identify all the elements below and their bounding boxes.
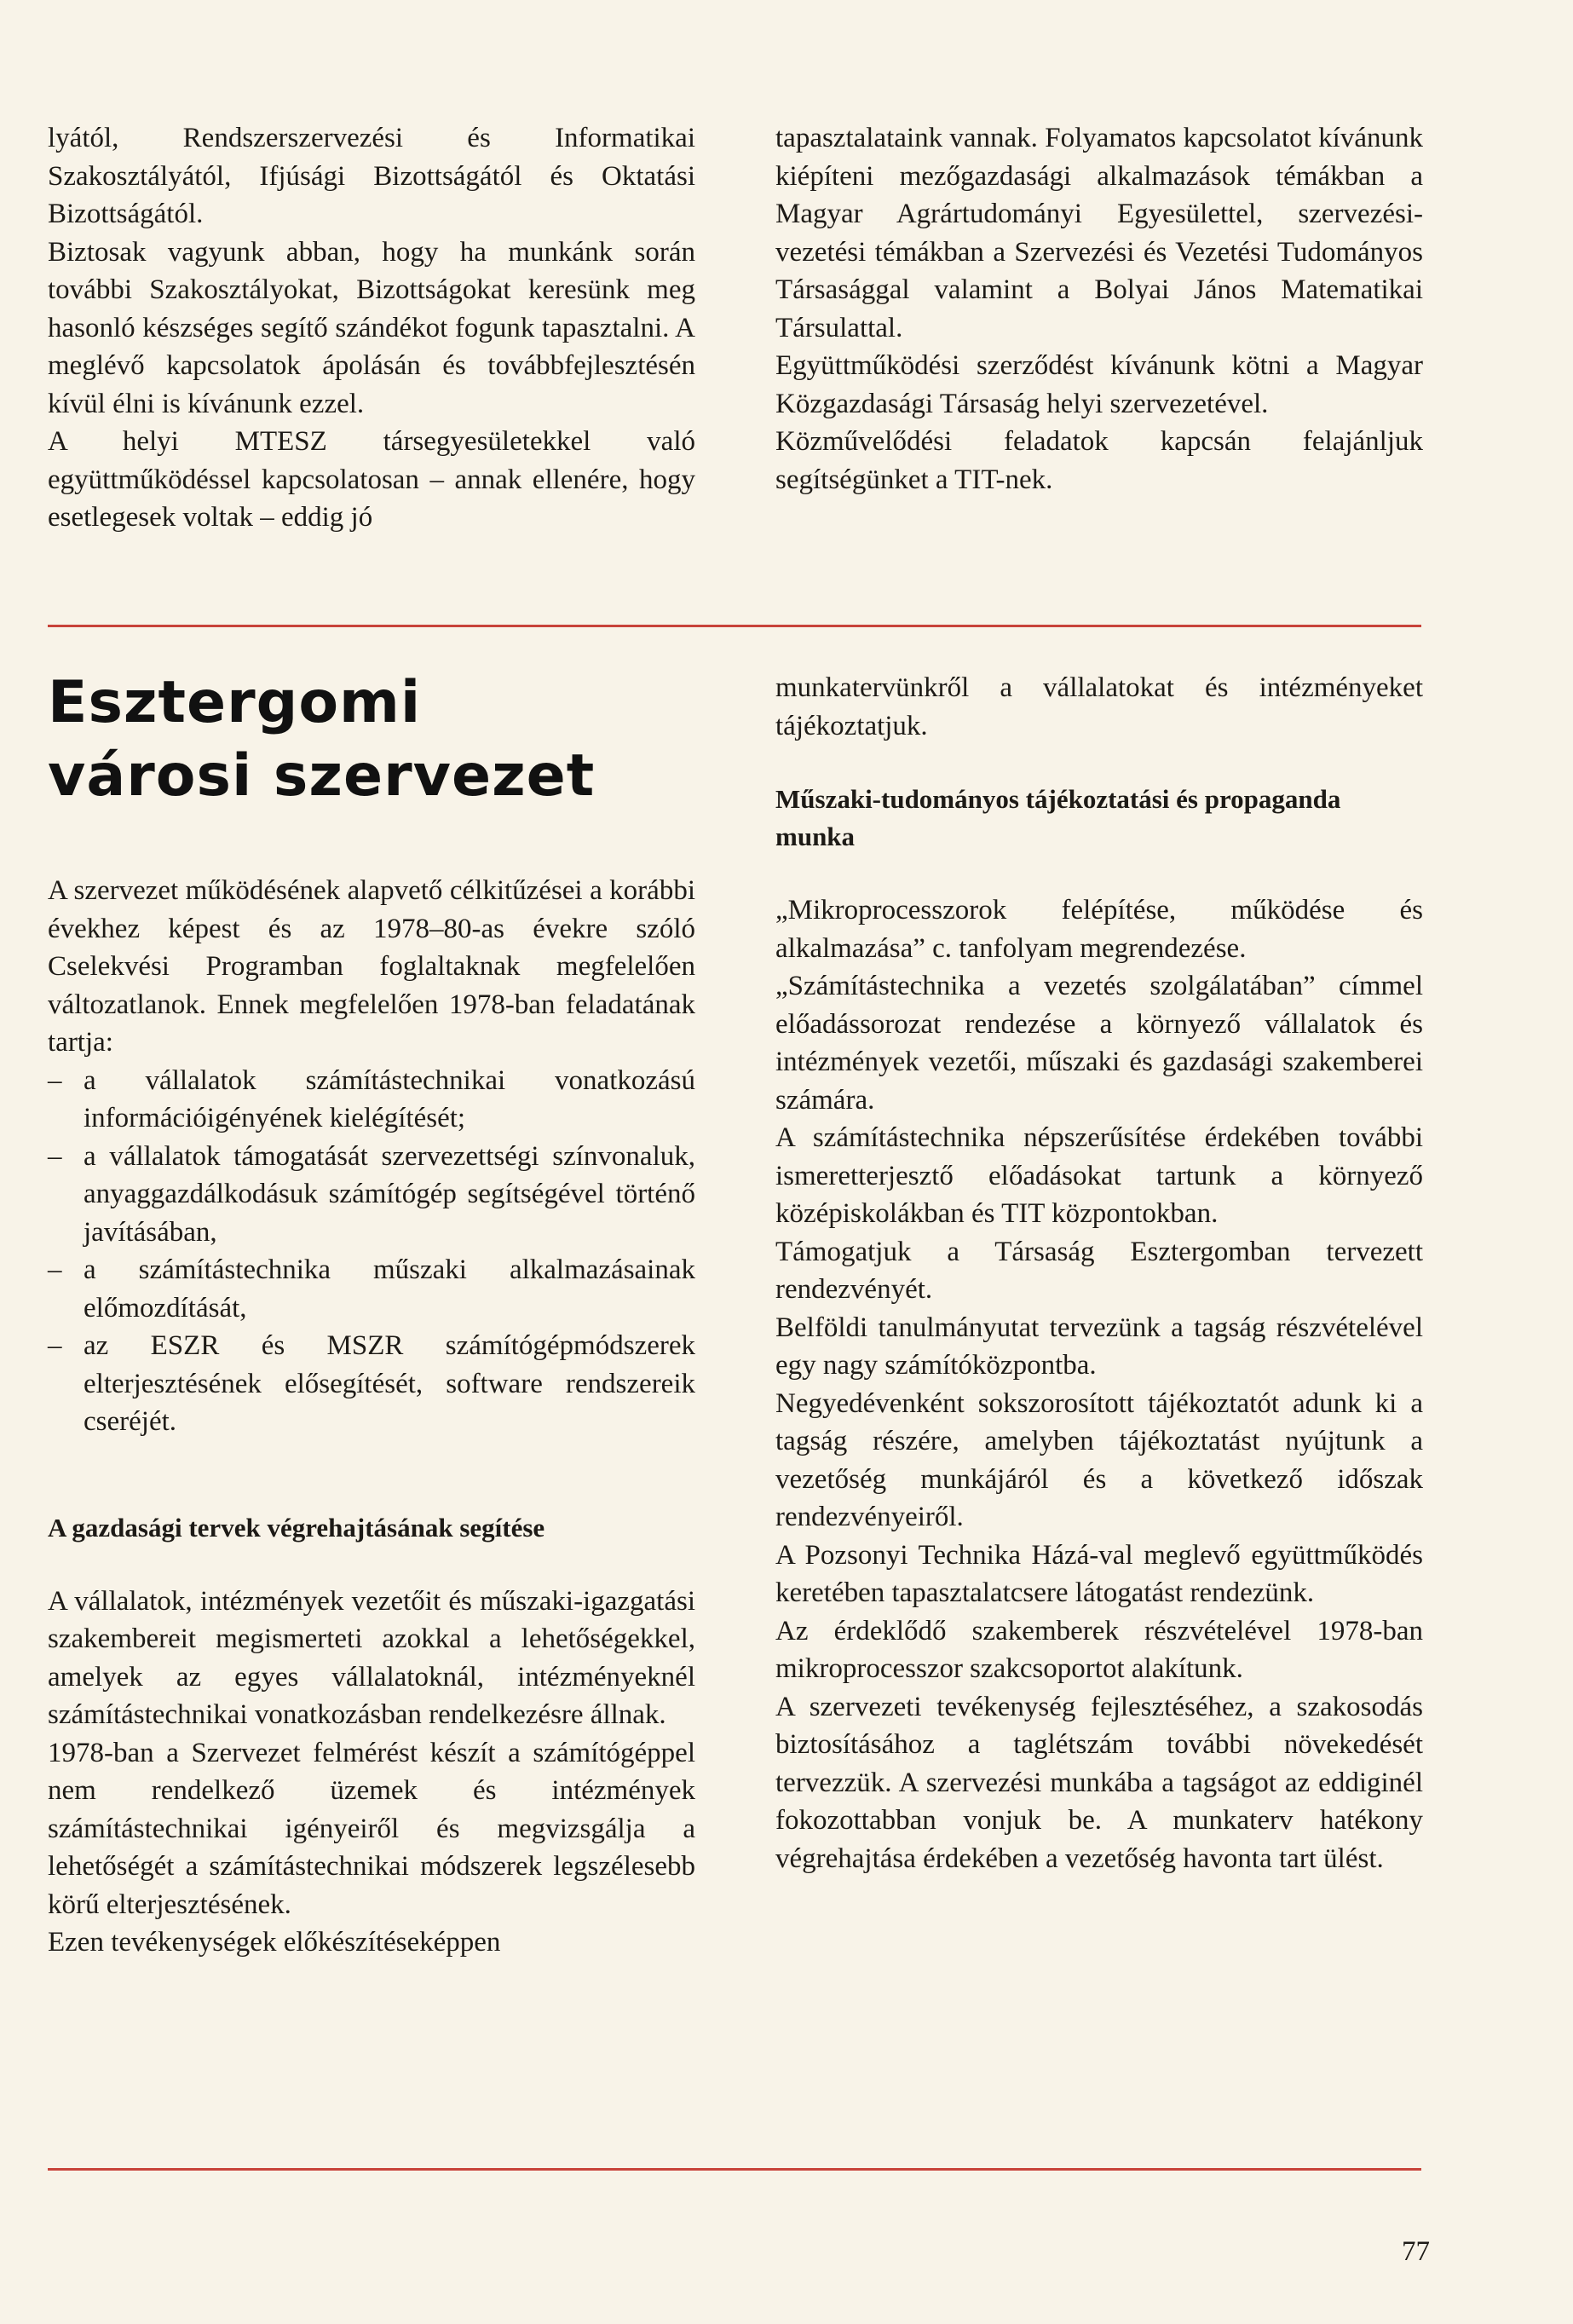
paragraph: tapasztalataink vannak. Folyamatos kapcsolatot kívánunk kiépíteni mezőgazdasági alkalmazások témákban a Magyar Agrártudományi Egyesülettel, szervezési-vezetési témákban a Szervezési és Vezetési Tudományos Társasággal valamint a Bolyai János Matematikai Társulattal. — [775, 123, 1423, 343]
section-divider-top — [48, 625, 1421, 627]
paragraph: „Mikroprocesszorok felépítése, működése és alkalmazása” c. tanfolyam megrendezése. — [775, 895, 1423, 964]
subheading: Műszaki-tudományos tájékoztatási és propaganda munka — [775, 784, 1341, 851]
paragraph: A számítástechnika népszerűsítése érdekében további ismeretterjesztő előadásokat tartunk a környező középiskolákban és TIT központokban. — [775, 1122, 1423, 1229]
bottom-right-column — [775, 669, 1423, 1877]
goal-list — [48, 1062, 695, 1441]
paragraph: Ezen tevékenységek előkészítéseképpen — [48, 1927, 501, 1958]
section-heading-line: városi szervezet — [48, 742, 596, 810]
list-item: – az ESZR és MSZR számítógépmódszerek elterjesztésének elősegítését, software rendszereik cseréjét. — [48, 1327, 695, 1441]
top-right-column — [775, 119, 1423, 499]
list-item: – a vállalatok támogatását szervezettségi színvonaluk, anyaggazdálkodásuk számítógép segítségével történő javításában, — [48, 1138, 695, 1252]
paragraph: Biztosak vagyunk abban, hogy ha munkánk során további Szakosztályokat, Bizottságokat keresünk meg hasonló készséges segítő szándékot fogunk tapasztalni. A meglévő kapcsolatok ápolásán és továbbfejlesztésén kívül élni is kívánunk ezzel. — [48, 236, 695, 419]
paragraph: Az érdeklődő szakemberek részvételével 1978-ban mikroprocesszor szakcsoportot alakítunk. — [775, 1615, 1423, 1684]
intro-paragraph: munkatervünkről a vállalatokat és intézményeket tájékoztatjuk. — [775, 672, 1423, 741]
paragraph: 1978-ban a Szervezet felmérést készít a számítógéppel nem rendelkező üzemek és intézmények számítástechnikai igényeiről és megvizsgálja a lehetőségét a számítástechnikai módszerek legszélesebb körű elterjesztésének. — [48, 1737, 695, 1920]
section-divider-bottom — [48, 2168, 1421, 2171]
bottom-left-column — [48, 872, 695, 1962]
paragraph: A vállalatok, intézmények vezetőit és műszaki-igazgatási szakembereit megismerteti azokkal a lehetőségekkel, amelyek az egyes vállalatoknál, intézményeknél számítástechnikai vonatkozásban rendelkezésre állnak. — [48, 1585, 695, 1730]
paragraph: Negyedévenként sokszorosított tájékoztatót adunk ki a tagság részére, amelyben tájékoztatást nyújtunk a vezetőség munkájáról és a következő időszak rendezvényeiről. — [775, 1387, 1423, 1532]
paragraph: „Számítástechnika a vezetés szolgálatában” címmel előadássorozat rendezése a környező vállalatok és intézmények vezetői, műszaki és gazdasági szakemberei számára. — [775, 971, 1423, 1116]
top-left-column — [48, 119, 695, 537]
list-item: – a számítástechnika műszaki alkalmazásainak előmozdítását, — [48, 1251, 695, 1327]
paragraph: Együttműködési szerződést kívánunk kötni a Magyar Közgazdasági Társaság helyi szervezetével. — [775, 350, 1423, 419]
page-number: 77 — [1402, 2236, 1430, 2267]
paragraph: A szervezeti tevékenység fejlesztéséhez, a szakosodás biztosításához a taglétszám további növekedését tervezzük. A szervezési munkába a tagságot az eddiginél fokozottabban vonjuk be. A munkaterv hatékony végrehajtása érdekében a vezetőség havonta tart ülést. — [775, 1691, 1423, 1874]
subheading: A gazdasági tervek végrehajtásának segítése — [48, 1512, 545, 1543]
paragraph: Közművelődési feladatok kapcsán felajánljuk segítségünket a TIT-nek. — [775, 426, 1423, 495]
paragraph: Belföldi tanulmányutat tervezünk a tagság részvételével egy nagy számítóközpontba. — [775, 1312, 1423, 1381]
section-heading — [48, 666, 695, 813]
section-heading-line: Esztergomi — [48, 669, 422, 736]
list-item: – a vállalatok számítástechnikai vonatkozású információigényének kielégítését; — [48, 1062, 695, 1138]
paragraph: Támogatjuk a Társaság Esztergomban tervezett rendezvényét. — [775, 1236, 1423, 1305]
paragraph: A Pozsonyi Technika Házá-val meglevő együttműködés keretében tapasztalatcsere látogatást rendezünk. — [775, 1539, 1423, 1608]
paragraph: A helyi MTESZ társegyesületekkel való együttműködéssel kapcsolatosan – annak ellenére, hogy esetlegesek voltak – eddig jó — [48, 426, 695, 533]
intro-paragraph: A szervezet működésének alapvető célkitűzései a korábbi évekhez képest és az 1978–80-as évekre szóló Cselekvési Programban foglaltaknak megfelelően változatlanok. Ennek megfelelően 1978-ban feladatának tartja: — [48, 875, 695, 1058]
paragraph: lyától, Rendszerszervezési és Informatikai Szakosztályától, Ifjúsági Bizottságától és Oktatási Bizottságától. — [48, 123, 695, 229]
